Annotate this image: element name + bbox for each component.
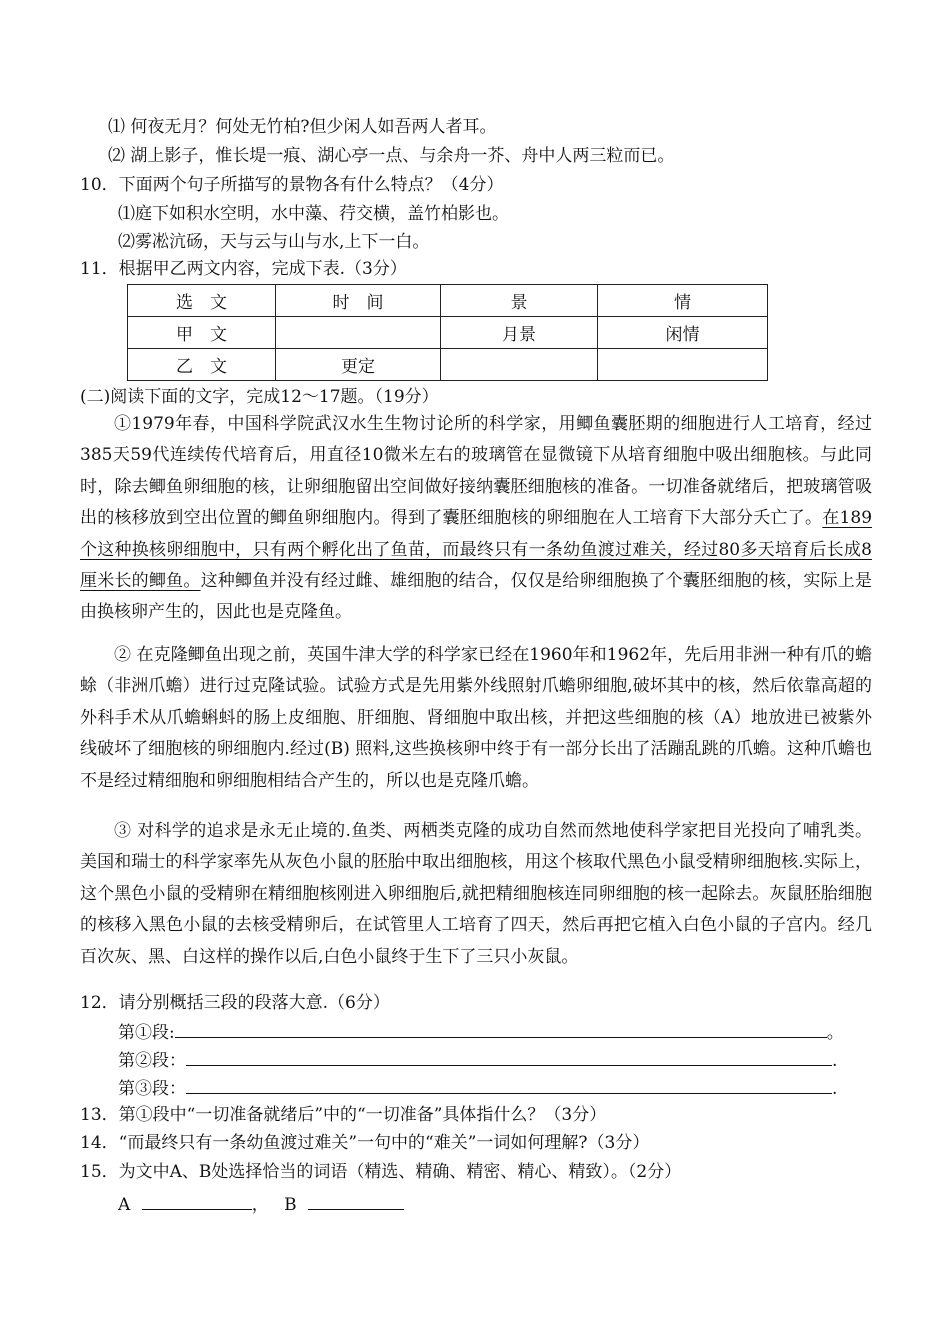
q15-a-label: A [118,1195,131,1215]
q12-stem: 12．请分别概括三段的段落大意.（6分） [80,993,390,1013]
passage-paragraph-1 [80,409,872,629]
q12-label-2: 第②段： [118,1051,186,1071]
q12-end-3: . [832,1079,838,1099]
table-row [128,317,768,349]
q12-answer-2 [118,1047,837,1073]
table-cell: 月景 [441,317,598,349]
table-row [128,349,768,381]
passage-paragraph-2: ② 在克隆鲫鱼出现之前，英国牛津大学的科学家已经在1960年和1962年，先后用非洲一种有爪的蟾蜍（非洲爪蟾）进行过克隆试验。试验方式是先用紫外线照射爪蟾卵细胞,破坏其中的核，然后依靠高超的外科手术从爪蟾蝌蚪的肠上皮细胞、肝细胞、肾细胞中取出核，并把这些细胞的核（A）地放进已被紫外线破坏了细胞核的卵细胞内.经过(B) 照料,这些换核卵中终于有一部分长出了活蹦乱跳的爪蟾。这种爪蟾也不是经过精细胞和卵细胞相结合产生的，所以也是克隆爪蟾。 [80,645,872,791]
table-header-cell: 选 文 [128,285,276,317]
table-cell: 甲 文 [128,317,276,349]
table-cell: 乙 文 [128,349,276,381]
table-cell: 更定 [276,349,441,381]
answer-blank[interactable] [175,1019,827,1038]
table-cell-blank[interactable] [598,349,768,381]
table-header-cell: 时 间 [276,285,441,317]
q15-answers [118,1191,404,1217]
q15-comma: ， [251,1195,269,1215]
passage-paragraph-3: ③ 对科学的追求是永无止境的.鱼类、两栖类克隆的成功自然而然地使科学家把目光投向了哺乳类。美国和瑞士的科学家率先从灰色小鼠的胚胎中取出细胞核，用这个核取代黑色小鼠受精卵细胞核.实际上，这个黑色小鼠的受精卵在精细胞核刚进入卵细胞后,就把精细胞核连同卵细胞的核一起除去。灰鼠胚胎细胞的核移入黑色小鼠的去核受精卵后，在试管里人工培育了四天，然后再把它植入白色小鼠的子宫内。经几百次灰、黑、白这样的操作以后,白色小鼠终于生下了三只小灰鼠。 [80,821,872,967]
q12-label-3: 第③段： [118,1079,186,1099]
q9-item-2: ⑵ 湖上影子，惟长堤一痕、湖心亭一点、与余舟一芥、舟中人两三粒而已。 [108,146,675,166]
section2-heading: (二)阅读下面的文字，完成12～17题。（19分） [80,387,439,407]
q15-b-label: B [284,1195,297,1215]
p1-text-after: 这种鲫鱼并没有经过雌、雄细胞的结合，仅仅是给卵细胞换了个囊胚细胞的核，实际上是由换核卵产生的，因此也是克隆鱼。 [80,571,873,623]
answer-blank-a[interactable] [142,1191,252,1210]
q9-item-1: ⑴ 何夜无月？何处无竹柏?但少闲人如吾两人者耳。 [108,117,497,137]
table-header-cell: 情 [598,285,768,317]
p1-underlined-sentence: 在189个这种换核卵细胞中，只有两个孵化出了鱼苗，而最终只有一条幼鱼渡过难关，经过80多天培育后长成8厘米长的鲫鱼。 [80,508,873,592]
q10-stem: 10．下面两个句子所描写的景物各有什么特点？（4分） [80,175,504,195]
table-cell-blank[interactable] [276,317,441,349]
q12-answer-1 [118,1019,844,1045]
q11-table [127,284,768,381]
table-cell: 闲情 [598,317,768,349]
q10-item-1: ⑴庭下如积水空明，水中藻、荇交横，盖竹柏影也。 [118,204,509,224]
table-cell-blank[interactable] [441,349,598,381]
table-header-cell: 景 [441,285,598,317]
answer-blank[interactable] [186,1075,832,1094]
answer-blank-b[interactable] [308,1191,404,1210]
q15-stem: 15．为文中A、B处选择恰当的词语（精选、精确、精密、精心、精致）。（2分） [80,1162,682,1182]
q12-end-2: . [832,1051,838,1071]
q12-end-1: 。 [826,1023,844,1043]
p1-text-before: ①1979年春，中国科学院武汉水生生物讨论所的科学家，用鲫鱼囊胚期的细胞进行人工培育，经过385天59代连续传代培育后，用直径10微米左右的玻璃管在显微镜下从培育细胞中吸出细胞核。与此同时，除去鲫鱼卵细胞的核，让卵细胞留出空间做好接纳囊胚细胞核的准备。一切准备就绪后，把玻璃管吸出的核移放到空出位置的鲫鱼卵细胞内。得到了囊胚细胞核的卵细胞在人工培育下大部分夭亡了。 [80,414,872,529]
q11-stem: 11．根据甲乙两文内容，完成下表.（3分） [80,259,407,279]
q14-stem: 14．“而最终只有一条幼鱼渡过难关”一句中的“难关”一词如何理解?（3分） [80,1133,650,1153]
q13-stem: 13．第①段中“一切准备就绪后”中的“一切准备”具体指什么？（3分） [80,1105,607,1125]
answer-blank[interactable] [186,1047,832,1066]
q12-label-1: 第①段: [118,1023,175,1043]
q10-item-2: ⑵雾凇沆砀，天与云与山与水,上下一白。 [118,232,430,252]
q12-answer-3 [118,1075,837,1101]
table-header-row [128,285,768,317]
